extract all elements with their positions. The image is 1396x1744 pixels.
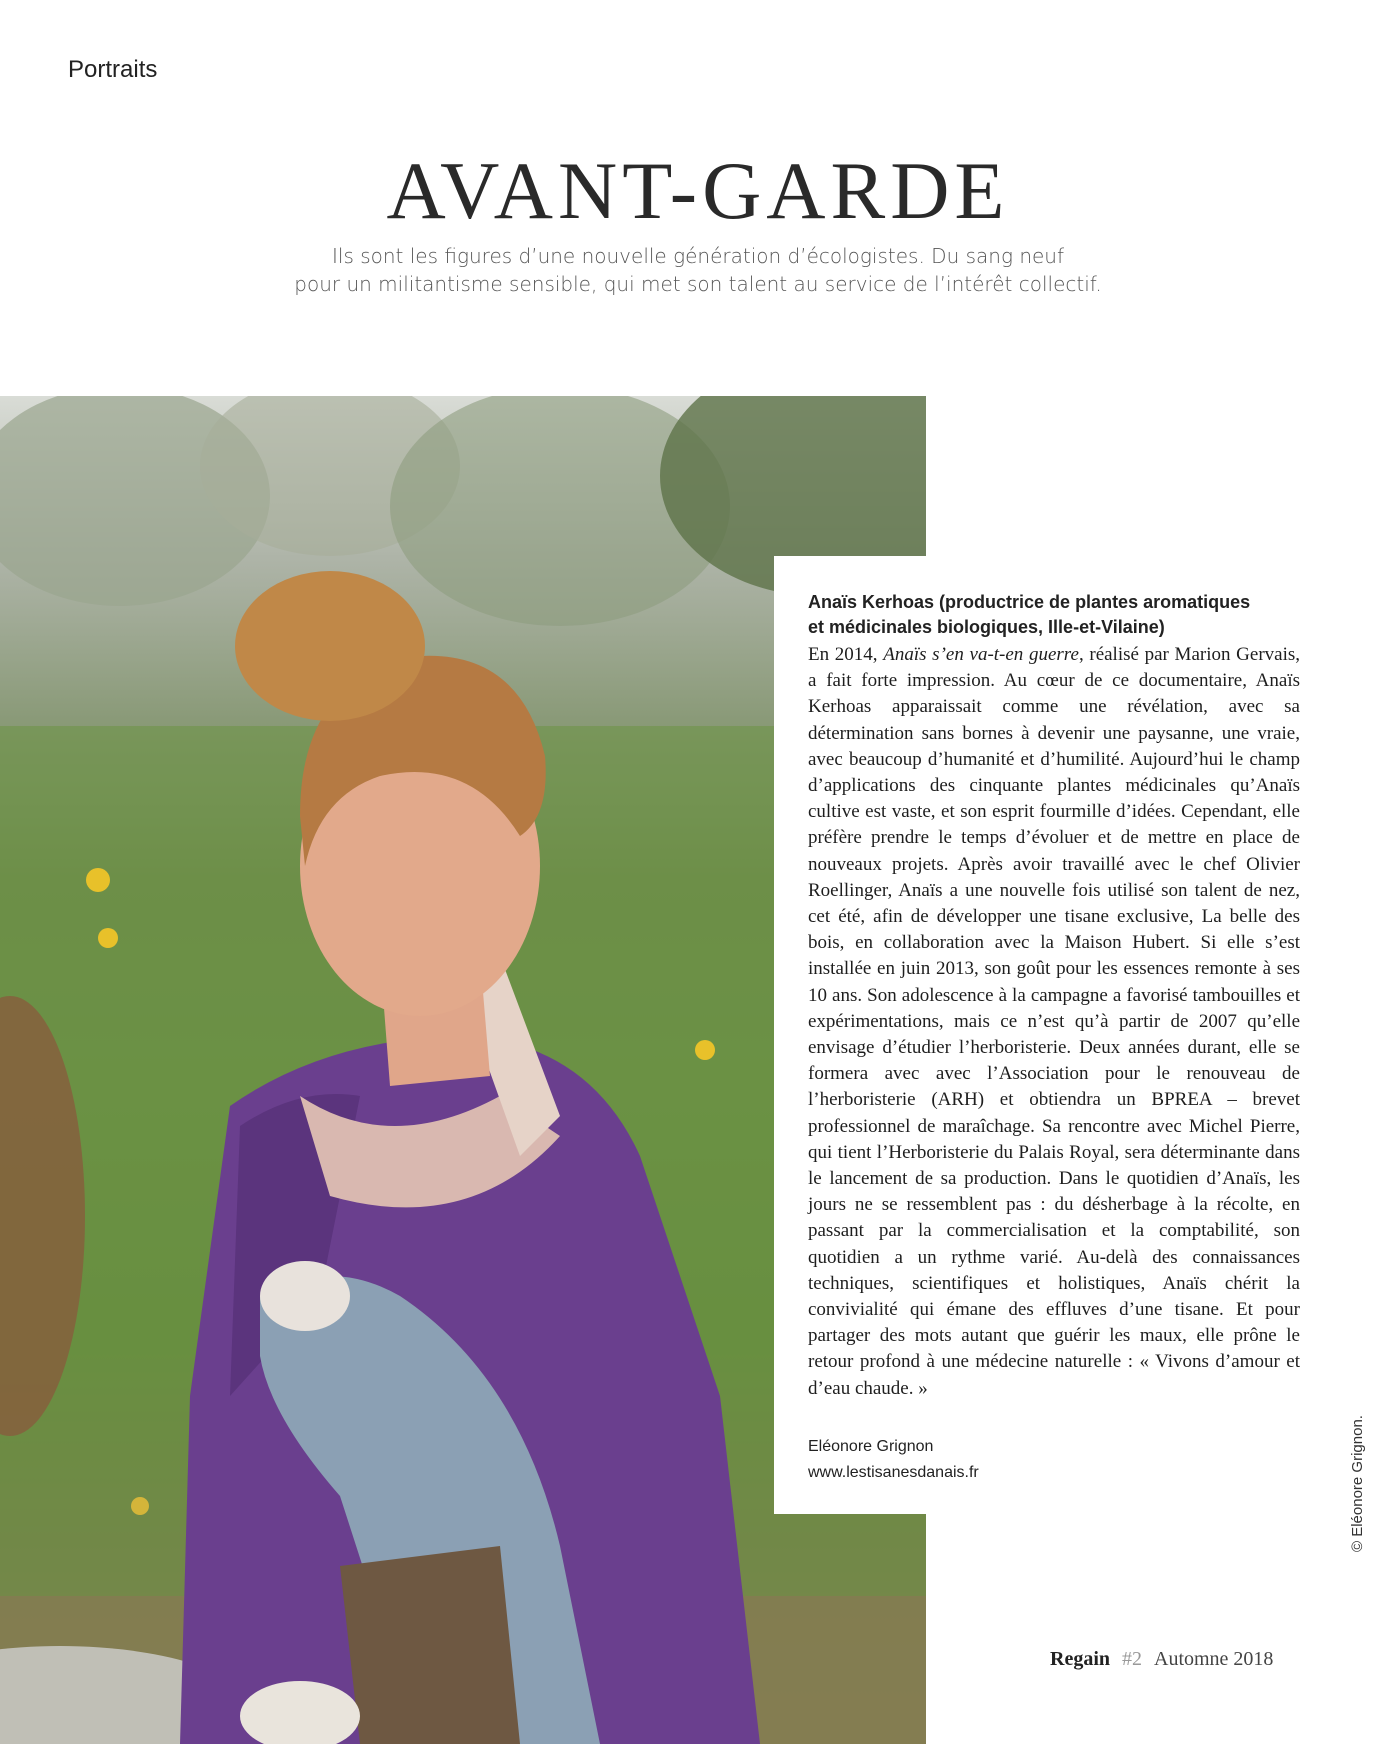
article-heading-line-1: Anaïs Kerhoas (productrice de plantes aromatiques (808, 592, 1251, 612)
subtitle (248, 242, 1148, 298)
magazine-name: Regain (1050, 1648, 1110, 1670)
film-title: Anaïs s’en va-t-en guerre (883, 644, 1079, 665)
article-body-intro: En 2014, (808, 644, 884, 665)
issue-season: Automne 2018 (1154, 1648, 1274, 1670)
article-heading (808, 590, 1288, 640)
article-body (808, 642, 1300, 1402)
section-label: Portraits (68, 56, 158, 83)
subtitle-line-2: pour un militantisme sensible, qui met son talent au service de l’intérêt collectif. (294, 272, 1102, 296)
article-body-text: , réalisé par Marion Gervais, a fait forte impression. Au cœur de ce documentaire, Anaïs Kerhoas apparaissait comme une révélation, avec sa détermination sans bornes à devenir une paysanne, une vraie, avec beaucoup d’humanité et d’humilité. Aujourd’hui le champ d’applications des cinquante plantes médicinales qu’Anaïs cultive est vaste, et son esprit fourmille d’idées. Cependant, elle préfère prendre le temps d’évoluer et de mettre en place de nouveaux projets. Après avoir travaillé avec le chef Olivier Roellinger, Anaïs a une nouvelle fois utilisé son talent de nez, cet été, afin de développer une tisane exclusive, La belle des bois, en collaboration avec la Maison Hubert. Si elle s’est installée en juin 2013, son goût pour les essences remonte à ses 10 ans. Son adolescence à la campagne a favorisé tambouilles et expérimentations, mais ce n’est qu’à partir de 2007 qu’elle envisage d’étudier l’herboristerie. Deux années durant, elle se formera avec avec l’Association pour le renouveau de l’herboristerie (ARH) et obtiendra un BPREA – brevet professionnel de maraîchage. Sa rencontre avec Michel Pierre, qui tient l’Herboristerie du Palais Royal, sera déterminante dans le lancement de sa production. Dans le quotidien d’Anaïs, les jours ne se ressemblent pas : du désherbage à la récolte, en passant par la commercialisation et la comptabilité, son quotidien a un rythme varié. Au-delà des connaissances techniques, scientifiques et holistiques, Anaïs chérit la convivialité qui émane des effluves d’une tisane. Et pour partager des mots autant que guérir les maux, elle prône le retour profond à une médecine naturelle : « Vivons d’amour et d’eau chaude. » (808, 644, 1301, 1399)
article-author: Eléonore Grignon (808, 1438, 934, 1455)
subtitle-line-1: Ils sont les figures d’une nouvelle génération d’écologistes. Du sang neuf (331, 244, 1065, 268)
issue-number: #2 (1122, 1648, 1142, 1670)
photo-credit: © Eléonore Grignon. (1349, 1415, 1366, 1552)
article-website: www.lestisanesdanais.fr (808, 1464, 979, 1481)
page-footer (1050, 1648, 1273, 1671)
page-title: AVANT-GARDE (386, 145, 1010, 236)
article-heading-line-2: et médicinales biologiques, Ille-et-Vilaine) (808, 617, 1165, 637)
